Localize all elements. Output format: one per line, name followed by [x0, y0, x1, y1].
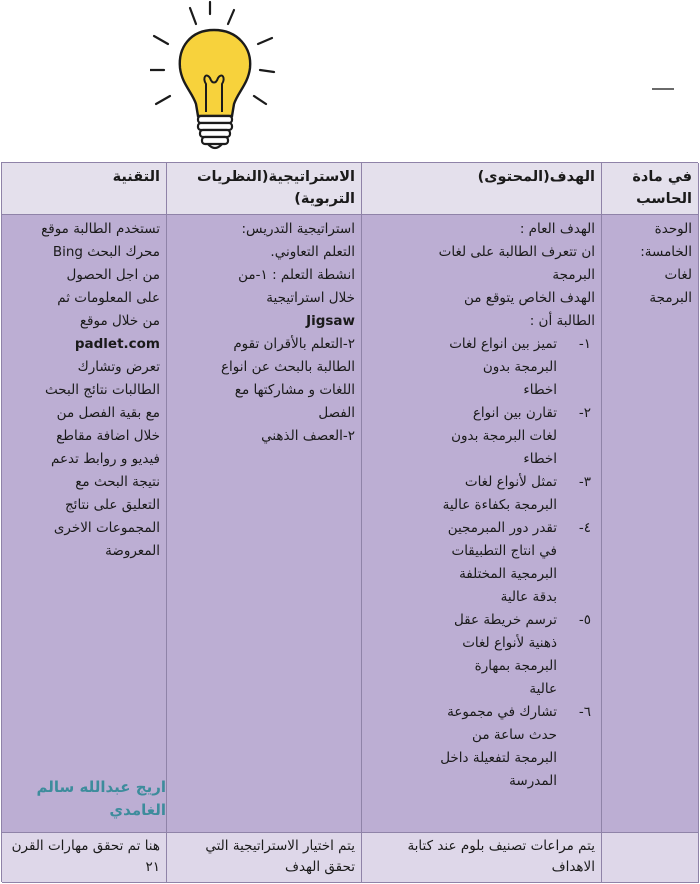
objective-intro-line: الهدف العام :: [519, 221, 595, 237]
objective-text: البرمجة لتفعيلة داخل: [440, 750, 557, 766]
objective-text: عالية: [529, 681, 557, 697]
objective-text: تمثل لأنواع لغات: [464, 474, 557, 490]
objective-cell: [362, 215, 602, 833]
objective-text: البرمجة بكفاءة عالية: [442, 497, 557, 513]
objective-number: ١-: [578, 336, 591, 352]
strategy-line: ٢-العصف الذهني: [261, 428, 355, 444]
strategy-line: الفصل: [318, 405, 355, 421]
objective-text: تشارك في مجموعة: [447, 704, 557, 720]
objective-number: ٦-: [578, 704, 591, 720]
objective-text: حدث ساعة من: [472, 727, 557, 743]
strategy-line: التعلم التعاوني.: [270, 244, 355, 260]
objective-item: [368, 333, 595, 402]
technology-line: المعروضة: [105, 543, 160, 559]
objective-intro-line: الهدف الخاص يتوقع من: [463, 290, 595, 306]
objective-text: بدقة عالية: [500, 589, 557, 605]
objective-text: ترسم خريطة عقل: [453, 612, 557, 628]
technology-line: مع بقية الفصل من: [56, 405, 160, 421]
strategy-line: الطالبة بالبحث عن انواع: [221, 359, 355, 375]
objective-text: تقارن بين انواع: [472, 405, 557, 421]
subject-line: لغات: [664, 267, 692, 283]
footer-strategy: يتم اختيار الاستراتيجية التي تحقق الهدف: [167, 833, 362, 883]
objective-number: ٣-: [578, 474, 591, 490]
footer-objective: يتم مراعات تصنيف بلوم عند كتابة الاهداف: [362, 833, 602, 883]
technology-line: نتيجة البحث مع: [75, 474, 160, 490]
technology-line: تستخدم الطالبة موقع: [41, 221, 160, 237]
strategy-line: استراتيجية التدريس:: [241, 221, 355, 237]
technology-line: على المعلومات ثم: [57, 290, 160, 306]
header-technology: التقنية: [2, 163, 167, 215]
technology-line: المجموعات الاخرى: [53, 520, 160, 536]
objective-item: [368, 609, 595, 701]
technology-line: التعليق على نتائج: [64, 497, 160, 513]
technology-line: فيديو و روابط تدعم: [51, 451, 160, 467]
technology-line: padlet.com: [74, 336, 160, 352]
objective-text: لغات البرمجة بدون: [451, 428, 557, 444]
strategy-line: انشطة التعلم : ١-من: [238, 267, 355, 283]
lightbulb-icon: [150, 0, 280, 160]
objective-text: المدرسة: [509, 773, 557, 789]
technology-line: تعرض وتشارك: [77, 359, 160, 375]
author-signature: اريج عبدالله سالم الغامدي: [36, 778, 166, 819]
subject-cell: [602, 215, 699, 833]
objective-text: في انتاج التطبيقات: [451, 543, 557, 559]
subject-line: الوحدة: [654, 221, 692, 237]
objective-text: البرمجة بدون: [482, 359, 557, 375]
objective-text: تقدر دور المبرمجين: [447, 520, 557, 536]
objective-intro-line: ان تتعرف الطالبة على لغات: [438, 244, 595, 260]
objective-text: ذهنية لأنواع لغات: [462, 635, 557, 651]
footer-subject: [602, 833, 699, 883]
strategy-line: اللغات و مشاركتها مع: [234, 382, 355, 398]
objective-item: [368, 471, 595, 517]
strategy-cell: [167, 215, 362, 833]
technology-cell: [2, 215, 167, 833]
strategy-line: خلال استراتيجية: [266, 290, 355, 306]
decorative-dash: [652, 88, 674, 90]
objective-list: [368, 333, 595, 793]
objective-text: تميز بين انواع لغات: [449, 336, 557, 352]
objective-number: ٤-: [578, 520, 591, 536]
subject-line: الخامسة:: [640, 244, 692, 260]
header-strategy: الاستراتيجية(النظريات التربوية): [167, 163, 362, 215]
objective-intro-line: البرمجة: [552, 267, 595, 283]
subject-line: البرمجة: [649, 290, 692, 306]
objective-item: [368, 402, 595, 471]
objective-item: [368, 517, 595, 609]
footer-technology: هنا تم تحقق مهارات القرن ٢١: [2, 833, 167, 883]
objective-text: البرمجية المختلفة: [459, 566, 557, 582]
strategy-line: Jigsaw: [306, 313, 355, 329]
objective-text: البرمجة بمهارة: [474, 658, 557, 674]
objective-number: ٢-: [578, 405, 591, 421]
technology-line: محرك البحث Bing: [52, 244, 160, 260]
objective-number: ٥-: [578, 612, 591, 628]
strategy-line: ٢-التعلم بالأقران تقوم: [233, 336, 355, 352]
objective-text: اخطاء: [523, 451, 557, 467]
objective-text: اخطاء: [523, 382, 557, 398]
lesson-plan-table: [1, 162, 698, 882]
technology-line: من خلال موقع: [79, 313, 160, 329]
objective-intro-line: الطالبة أن :: [529, 313, 595, 329]
technology-line: الطالبات نتائج البحث: [45, 382, 160, 398]
header-subject: في مادة الحاسب: [602, 163, 699, 215]
technology-line: خلال اضافة مقاطع: [56, 428, 160, 444]
header-objective: الهدف(المحتوى): [362, 163, 602, 215]
technology-line: من اجل الحصول: [66, 267, 160, 283]
objective-item: [368, 701, 595, 793]
